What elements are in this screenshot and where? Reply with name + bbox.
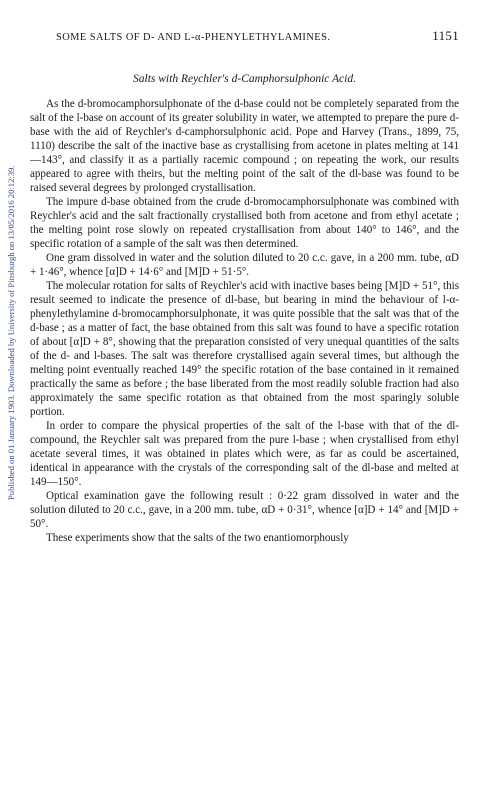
paragraph: The molecular rotation for salts of Reychler's acid with inactive bases being [M]D + 51°, this result seemed to indicate the presence of dl-base, but bearing in mind the behaviour of l-α-phenylethylamine d-bromocamphorsulphonate, it was quite possible that the salt was that of the d-base ; as a matter of fact, the base obtained from this salt was found to have a specific rotation of about [α]D + 8°, showing that the preparation consisted of very unequal quantities of the salts of the d- and l-bases. The salt was therefore crystallised again several times, but although the melting point eventually reached 149° the specific rotation of the base contained in it remained practically the same as before ; the base liberated from the most readily soluble fraction had also approximately the same specific rotation as that obtained from the most sparingly soluble portion. (30, 280, 459, 418)
download-watermark-text: Published on 01 January 1903. Downloaded by University of Pittsburgh on 13/05/2016 20:12:39. (6, 165, 16, 500)
paragraph: These experiments show that the salts of the two enantiomorphously (46, 532, 349, 544)
paragraph: In order to compare the physical properties of the salt of the l-base with that of the dl-compound, the Reychler salt was prepared from the pure l-base ; when crystallised from ethyl acetate several times, it was obtained in plates which were, as far as could be ascertained, identical in appearance with the crystals of the corresponding salt of the dl-base and melted at 149—150°. (30, 420, 459, 488)
paragraph: As the d-bromocamphorsulphonate of the d-base could not be completely separated from the salt of the l-base on account of its greater solubility in water, we attempted to prepare the pure d-base with the aid of Reychler's d-camphorsulphonic acid. Pope and Harvey (Trans., 1899, 75, 1110) describe the salt of the inactive base as crystallising from acetone in plates melting at 141—143°, and classify it as a partially racemic compound ; on repeating the work, our results appeared to agree with theirs, but the melting point of the salt of the dl-base was found to be raised several degrees by prolonged crystallisation. (30, 98, 459, 194)
paragraph: One gram dissolved in water and the solution diluted to 20 c.c. gave, in a 200 mm. tube, αD + 1·46°, whence [α]D + 14·6° and [M]D + 51·5°. (30, 252, 459, 278)
running-title: SOME SALTS OF D- AND L-α-PHENYLETHYLAMINES. (56, 32, 331, 43)
page-number: 1151 (432, 28, 459, 43)
section-title: Salts with Reychler's d-Camphorsulphonic Acid. (133, 73, 356, 85)
paragraph: Optical examination gave the following result : 0·22 gram dissolved in water and the solution diluted to 20 c.c., gave, in a 200 mm. tube, αD + 0·31°, whence [α]D + 14° and [M]D + 50°. (30, 490, 459, 530)
article-body (30, 97, 459, 545)
running-header (56, 28, 459, 44)
paragraph: The impure d-base obtained from the crude d-bromocamphorsulphonate was combined with Reychler's acid and the salt fractionally crystallised both from acetone and from ethyl acetate ; the melting point rose slowly on repeated crystallisation from about 140° to 146°, and the specific rotation of a sample of the salt was then determined. (30, 196, 459, 250)
download-watermark (6, 60, 18, 500)
